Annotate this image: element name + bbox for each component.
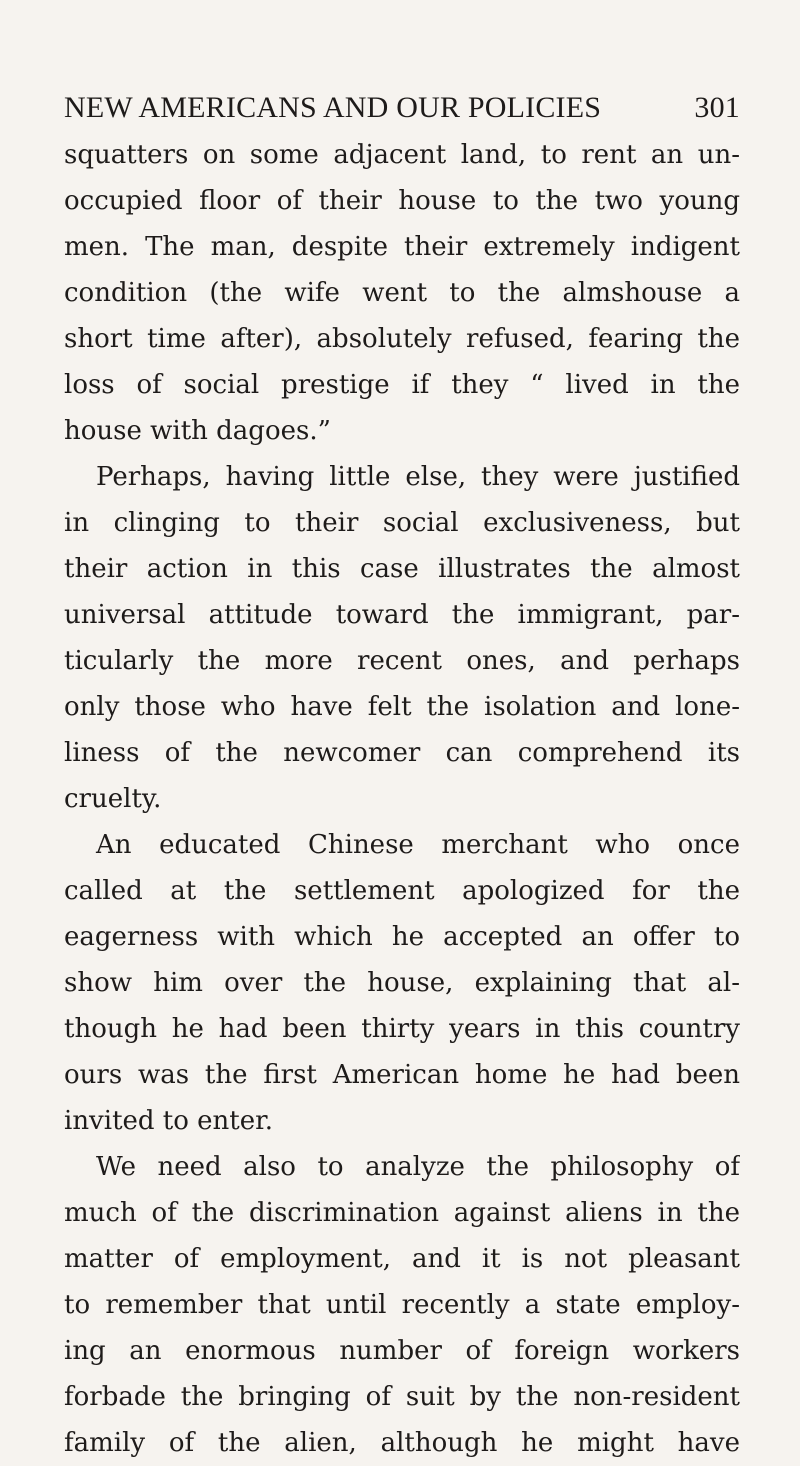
- running-head: [64, 88, 740, 128]
- text-line: ing an enormous number of foreign workers: [64, 1336, 740, 1366]
- text-line: matter of employment, and it is not pleasant: [64, 1244, 740, 1274]
- text-line: loss of social prestige if they “ lived in the: [64, 370, 740, 400]
- text-line: family of the alien, although he might have: [64, 1428, 740, 1458]
- text-line: ticularly the more recent ones, and perhaps: [64, 646, 740, 676]
- text-line: only those who have felt the isolation and lone-: [64, 692, 740, 722]
- page-number: 301: [694, 91, 740, 124]
- text-line: short time after), absolutely refused, fearing the: [64, 324, 740, 354]
- text-line: forbade the bringing of suit by the non-resident: [64, 1382, 740, 1412]
- text-line: squatters on some adjacent land, to rent an un-: [64, 140, 740, 170]
- text-line: show him over the house, explaining that al-: [64, 968, 740, 998]
- text-line: house with dagoes.”: [64, 416, 331, 446]
- text-line: ours was the first American home he had been: [64, 1060, 740, 1090]
- text-line: cruelty.: [64, 784, 162, 814]
- text-line: condition (the wife went to the almshouse a: [64, 278, 740, 308]
- text-line: We need also to analyze the philosophy of: [96, 1152, 740, 1182]
- text-line: to remember that until recently a state employ-: [64, 1290, 740, 1320]
- text-line: their action in this case illustrates the almost: [64, 554, 740, 584]
- text-line: much of the discrimination against aliens in the: [64, 1198, 740, 1228]
- text-line: universal attitude toward the immigrant, par-: [64, 600, 740, 630]
- running-head-title: NEW AMERICANS AND OUR POLICIES: [64, 91, 602, 124]
- text-line: called at the settlement apologized for the: [64, 876, 740, 906]
- text-line: though he had been thirty years in this country: [64, 1014, 740, 1044]
- body-text: [64, 132, 740, 1466]
- text-line: Perhaps, having little else, they were justified: [96, 462, 740, 492]
- text-line: invited to enter.: [64, 1106, 273, 1136]
- text-line: eagerness with which he accepted an offer to: [64, 922, 740, 952]
- text-line: An educated Chinese merchant who once: [96, 830, 740, 860]
- text-line: in clinging to their social exclusiveness, but: [64, 508, 740, 538]
- text-line: liness of the newcomer can comprehend its: [64, 738, 740, 768]
- text-line: occupied floor of their house to the two young: [64, 186, 740, 216]
- text-line: men. The man, despite their extremely indigent: [64, 232, 740, 262]
